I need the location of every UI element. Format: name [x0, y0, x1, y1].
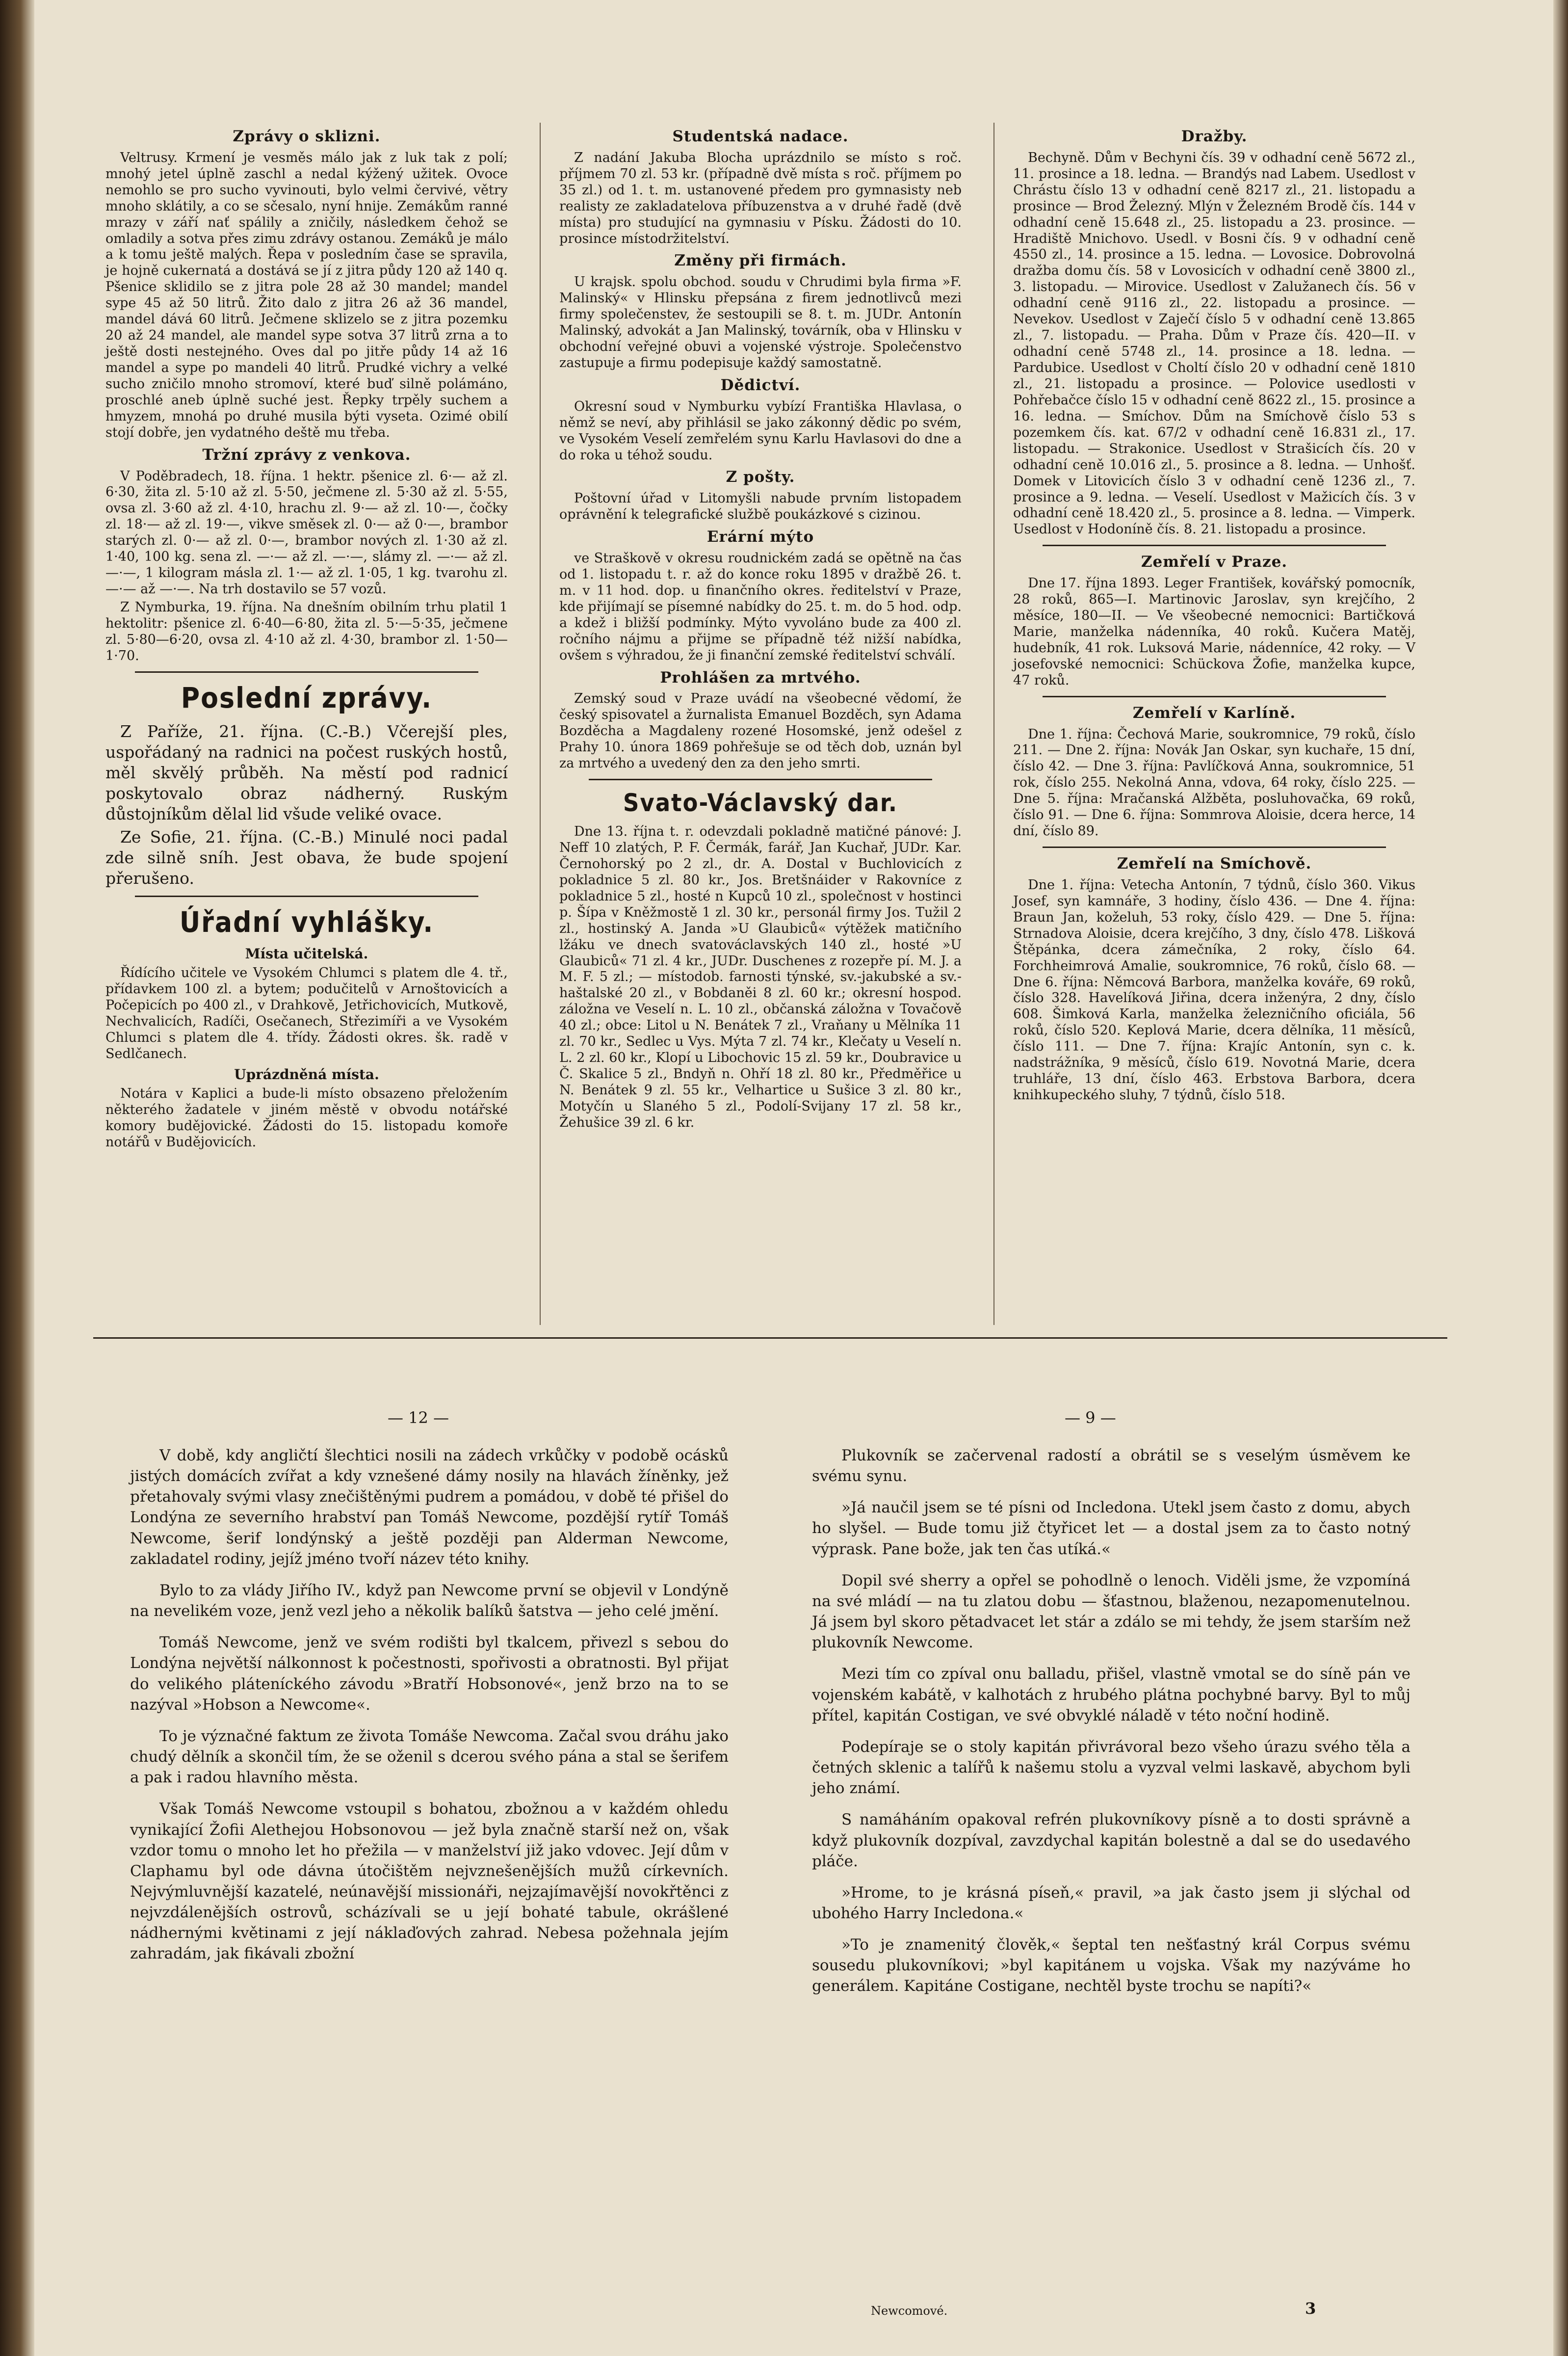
paragraph: V době, kdy angličtí šlechtici nosili na zádech vrkůčky v podobě ocásků jistých domácích zvířat a kdy vznešené dámy nosily na hlavách žíněnky, jež přetahovaly svými vlasy znečištěnými pudrem a pomádou, v době té přišel do Londýna ze severního hrabství pan Tomáš Newcome, pozdější rytíř Tomáš Newcome, šerif londýnský a ještě později pan Alderman Newcome, zakladatel rodiny, jejíž jméno tvoří název této knihy. [130, 1447, 729, 1568]
heading-zemreli-smichov: Zemřelí na Smíchově. [1117, 855, 1312, 873]
column-divider [540, 123, 541, 1325]
heading-uprazdnena-mista: Uprázdněná místa. [234, 1066, 379, 1083]
article-sofie: Ze Sofie, 21. října. (C.-B.) Minulé noci padal zde silně sníh. Jest obava, že bude spojení přerušeno. [105, 827, 508, 888]
article-svato: Dne 13. října t. r. odevzdali pokladně matičné pánové: J. Neff 10 zlatých, P. F. Čermák, farář, Jan Kuchař, JUDr. Kar. Černohorský po 2 zl., dr. A. Dostal v Buchlovicích z pokladnice 5 zl. 80 kr., Jos. Bretšnáider v Rakovníce z pokladnice 5 zl., hosté n Kupců 10 zl., společnost v hostinci p. Šípa v Kněžmostě 1 zl. 30 kr., personál firmy Jos. Tužil 2 zl., hostinský A. Janda »U Glaubiců« výtěžek matičního lžáku ve dnech svatováclavských 140 zl., hosté »U Glaubiců« 71 zl. 4 kr., JUDr. Duschenes z rozepře pí. M. J. a M. F. 5 zl.; — místodob. farnosti týnské, sv.-jakubské a sv.-haštalské 20 zl., v Bobdaněi 8 zl. 60 kr.; okresní hospod. záložna ve Veselí n. L. 10 zl., občanská záložna v Tovačově 40 zl.; obce: Litol u N. Benátek 7 zl., Vraňany u Mělníka 11 zl. 70 kr., Sedlec u Vys. Mýta 7 zl. 74 kr., Klečaty u Veselí n. L. 2 zl. 60 kr., Klopí u Libochovic 15 zl. 59 kr., Doubravice u Č. Skalice 5 zl., Bndyň n. Ohří 18 zl. 80 kr., Předměřice u N. Benátek 9 zl. 55 kr., Velhartice u Sušice 3 zl. 80 kr., Motyčín u Slaného 5 zl., Podolí-Svijany 17 zl. 58 kr., Žehušice 39 zl. 6 kr. [559, 824, 962, 1130]
article-posty: Poštovní úřad v Litomyšli nabude prvním listopadem oprávnění k telegrafické službě poukázkové s cizinou. [559, 491, 962, 523]
article-nymburk: Z Nymburka, 19. října. Na dnešním obilním trhu platil 1 hektolitr: pšenice zl. 6·40—6·80, žita zl. 5·—5·35, ječmene zl. 5·80—6·20, ovsa zl. 4·10 až zl. 4·30, brambor zl. 1·50—1·70. [105, 600, 508, 663]
binding-edge-left [0, 0, 34, 2356]
paragraph: Podepíraje se o stoly kapitán přivrávoral bezo všeho úrazu svého těla a četných sklenic a talířů k našemu stolu a vyzval velmi laskavě, abychom byli jeho známí. [812, 1738, 1411, 1798]
paragraph: »To je znamenitý člověk,« šeptal ten nešťastný král Corpus svému sousedu plukovníkovi; »byl kapitánem u vojska. Však my nazýváme ho generálem. Kapitáne Costigane, nechtěl byste trochu se napíti?« [812, 1936, 1411, 1995]
article-mista: Řídícího učitele ve Vysokém Chlumci s platem dle 4. tř., přídavkem 100 zl. a bytem; podučitelů v Arnoštovicích a Počepicích po 400 zl., v Drahkově, Jetřichovicích, Mutkově, Nechvalicích, Radíči, Osečanech, Střezimíři a ve Vysokém Chlumci s platem dle 4. třídy. Žádosti okres. šk. radě v Sedlčanech. [105, 965, 508, 1061]
column-3 [1013, 123, 1415, 1106]
feuilleton-left [130, 1445, 729, 1975]
heading-zemreli-karlin: Zemřelí v Karlíně. [1132, 704, 1296, 722]
heading-zemreli-praha: Zemřelí v Praze. [1141, 553, 1288, 571]
article-zemreli-praha: Dne 17. října 1893. Leger František, kovářský pomocník, 28 roků, 865—I. Martinovic Jaroslav, syn krejčího, 2 měsíce, 180—II. — Ve všeobecné nemocnici: Bartičková Marie, manželka nádenníka, 40 roků. Kučera Matěj, hudebník, 41 rok. Luksová Marie, nádenníce, 42 roky. — V josefovské nemocnici: Schückova Žofie, manželka kupce, 47 roků. [1013, 576, 1415, 688]
paragraph: Však Tomáš Newcome vstoupil s bohatou, zbožnou a v každém ohledu vynikající Žofii Alethejou Hobsonovou — jež byla značně starší než on, však vzdor tomu o mnoho let ho přežila — v manželství již jako vdovec. Její dům v Claphamu byl ode dávna útočištěm nejvznešenějších mužů církevních. Nejvýmluvnější kazatelé, neúnavější missionáři, nejzajímavější novokřtěnci z nejvzdálenějších ostrovů, scházívali se u její bohaté tabule, okrášlené nádhernými květinami z její náklaďových zahrad. Nebesa požehnala jejím zahradám, jak fikávali zbožní [130, 1800, 729, 1963]
article-dedictvi: Okresní soud v Nymburku vybízí Františka Hlavlasa, o němž se neví, aby přihlásil se jako zákonný dědic po svém, ve Vysokém Veselí zemřelém synu Karlu Havlasovi do dne a do roka u téhož soudu. [559, 398, 962, 463]
heading-prohlasen: Prohlášen za mrtvého. [660, 668, 861, 687]
paragraph: To je význačné faktum ze života Tomáše Newcoma. Začal svou dráhu jako chudý dělník a skončil tím, že se oženil s dcerou svého pána a stal se šerifem a pak i radou hlavního města. [130, 1727, 729, 1787]
article-notar: Notára v Kaplici a bude-li místo obsazeno přeložením některého žadatele v jiném městě v obvodu notářské komory budějovické. Žádosti do 15. listopadu komoře notářů v Budějovicích. [105, 1086, 508, 1150]
heading-zpravy-sklizni: Zprávy o sklizni. [233, 128, 381, 145]
divider [1043, 545, 1386, 546]
paragraph: »Hrome, to je krásná píseň,« pravil, »a jak často jsem ji slýchal od ubohého Harry Incledona.« [812, 1883, 1411, 1922]
article-drazby: Bechyně. Dům v Bechyni čís. 39 v odhadní ceně 5672 zl., 11. prosince a 18. ledna. — Brandýs nad Labem. Usedlost v Chrástu číslo 13 v odhadní ceně 8217 zl., 21. listopadu a prosince — Brod Železný. Mlýn v Železném Brodě čís. 144 v odhadní ceně 15.648 zl., 25. listopadu a 23. prosince. — Hradiště Mnichovo. Usedl. v Bosni čís. 9 v odhadní ceně 4550 zl., 14. prosince a 15. ledna. — Lovosice. Dobrovolná dražba domu čís. 58 v Lovosicích v odhadní ceně 3800 zl., 3. listopadu. — Mirovice. Usedlost v Zalužanech čís. 56 v odhadní ceně 9116 zl., 22. listopadu a prosince. — Nevekov. Usedlost v Zaječí číslo 5 v odhadní ceně 13.865 zl., 7. listopadu. — Praha. Dům v Praze čís. 420—II. v odhadní ceně 5748 zl., 14. prosince a 18. ledna. — Pardubice. Usedlost v Choltí číslo 20 v odhadní ceně 1810 zl., 21. listopadu a prosince. — Polovice usedlosti v Pohřebačce číslo 15 v odhadní ceně 8622 zl., 15. prosince a 16. ledna. — Smíchov. Dům na Smíchově číslo 53 s pozemkem čís. kat. 67/2 v odhadní ceně 16.831 zl., 17. listopadu. — Strakonice. Usedlost v Strašicích čís. 20 v odhadní ceně 10.016 zl., 5. prosince a 8. ledna. — Unhošť. Domek v Litovicích číslo 3 v odhadní ceně 1236 zl., 7. prosince a 9. ledna. — Veselí. Usedlost v Mažicích čís. 3 v odhadní ceně 18.420 zl., 5. prosince a 8. ledna. — Vimperk. Usedlost v Hodoníně čís. 8. 21. listopadu a prosince. [1013, 150, 1415, 537]
paragraph: »Já naučil jsem se té písni od Incledona. Utekl jsem často z domu, abych ho slyšel. — Bude tomu již čtyřicet let — a dostal jsem za to často notný výprask. Pane bože, jak ten čas utíká.« [812, 1499, 1411, 1558]
bottom-rule [93, 1337, 1447, 1339]
paragraph: Plukovník se začervenal radostí a obrátil se s veselým úsměvem ke svému synu. [812, 1447, 1411, 1485]
column-1 [105, 123, 508, 1153]
divider [1043, 696, 1386, 697]
heading-trzni-zpravy: Tržní zprávy z venkova. [202, 446, 411, 464]
heading-z-posty: Z pošty. [726, 468, 795, 486]
heading-drazby: Dražby. [1181, 128, 1248, 145]
heading-zmeny-firmach: Změny při firmách. [674, 252, 847, 270]
divider [1043, 847, 1386, 848]
article-prohlasen: Zemský soud v Praze uvádí na všeobecné vědomí, že český spisovatel a žurnalista Emanuel Bozděch, syn Adama Bozděcha a Magdaleny rozené Hosomské, jenž odešel z Prahy 10. února 1869 pohřešuje se od těch dob, uznán byl za mrtvého a uvedený den za den jeho smrti. [559, 691, 962, 771]
binding-edge-right [1553, 0, 1568, 2356]
paragraph: Dopil své sherry a opřel se pohodlně o lenoch. Viděli jsme, že vzpomíná na své mládí — na tu zlatou dobu — šťastnou, blaženou, nezapomenutelnou. Já jsem byl skoro pětadvacet let stár a zdálo se mi tehdy, že jsem starším než plukovník Newcome. [812, 1571, 1411, 1652]
paragraph: Tomáš Newcome, jenž ve svém rodišti byl tkalcem, přivezl s sebou do Londýna největší nálkonnost k počestnosti, spořivosti a obratnosti. Byl přijat do velikého pláteníckého závodu »Bratří Hobsonové«, jenž brzo na to se nazýval »Hobson a Newcome«. [130, 1634, 729, 1714]
heading-uredni-vyhlasky: Úřadní vyhlášky. [179, 905, 434, 939]
article-myto: ve Straškově v okresu roudnickém zadá se opětně na čas od 1. listopadu t. r. až do konce roku 1895 v dražbě 26. t. m. v 11 hod. dop. u finančního okres. ředitelství v Praze, kde přijímají se písemné nabídky do 25. t. m. do 5 hod. odp. a kdež i bližší podmínky. Mýto vyvoláno bude za 400 zl. ročního nájmu a přijme se případně též nižší nabídka, ovšem s výhradou, že ji finanční zemské ředitelství schválí. [559, 550, 962, 663]
page-number-right: — 9 — [1065, 1408, 1116, 1427]
heading-erarni-myto: Erární mýto [706, 528, 814, 546]
article-zmeny: U krajsk. spolu obchod. soudu v Chrudimi byla firma »F. Malinský« v Hlinsku přepsána z firem jednotlivců mezi firmy společenstev, že sestoupili se 8. t. m. JUDr. Antonín Malinský, advokát a Jan Malinský, továrník, oba v Hlinsku v obchodní veřejné obuvi a vojenské výstroje. Společenstvo zastupuje a firmu podepisuje každý samostatně. [559, 274, 962, 371]
heading-mista-ucitelska: Místa učitelská. [245, 946, 368, 962]
article-sklizen: Veltrusy. Krmení je vesměs málo jak z luk tak z polí; mnohý jetel úplně zaschl a nedal kýžený užitek. Ovoce nemohlo se pro sucho vyvinouti, bylo velmi červivé, větry mnoho sklátily, a co se sčesalo, nyní hnije. Zemákům ranné mrazy v září nať spálily a zničily, následkem čehož se omladily a sotva přes zimu zdrávy ostanou. Zemáků je málo a k tomu ještě malých. Řepa v posledním čase se spravila, je hojně cukernatá a dostává se jí z jitra půdy 120 až 140 q. Pšenice sklidilo se z jitra pole 28 až 30 mandel; mandel sype 45 až 50 litrů. Žito dalo z jitra 26 až 36 mandel, mandel dává 60 litrů. Ječmene sklizelo se z jitra pozemku 20 až 24 mandel, ale mandel sype sotva 37 litrů zrna a to ještě dosti nestejného. Oves dal po jitře půdy 14 až 16 mandel a sype po mandeli 40 litrů. Prudké vichry a velké sucho zničilo mnoho stromoví, které buď silně polámáno, proschlé aneb úplně suché jest. Řepky trpěly suchem a hmyzem, mnohá po druhé musila býti vyseta. Ozimé obilí stojí dobře, jen vydatného deště mu třeba. [105, 150, 508, 440]
article-zemreli-karlin: Dne 1. října: Čechová Marie, soukromnice, 79 roků, číslo 211. — Dne 2. října: Novák Jan Oskar, syn kuchaře, 15 dní, číslo 42. — Dne 3. října: Pavlíčková Anna, soukromnice, 51 rok, číslo 255. Nekolná Anna, vdova, 64 roky, číslo 225. — Dne 5. října: Mračanská Alžběta, posluhovačka, 69 roků, číslo 91. — Dne 6. října: Sommrova Aloisie, dcera herce, 14 dní, číslo 89. [1013, 726, 1415, 839]
divider [135, 671, 478, 673]
article-pariz: Z Paříže, 21. října. (C.-B.) Včerejší ples, uspořádaný na radnici na počest ruských hostů, měl skvělý průběh. Na městí pod radnicí poskytovalo obraz nádherný. Ruským důstojníkům dělal lid všude veliké ovace. [105, 721, 508, 824]
paragraph: Bylo to za vlády Jiřího IV., když pan Newcome první se objevil v Londýně na nevelikém voze, jenž vezl jeho a několik balíků šatstva — jeho celé jmění. [130, 1581, 729, 1620]
heading-svato-vaclavsky-dar: Svato-Václavský dar. [623, 789, 898, 817]
divider [135, 896, 478, 897]
article-zemreli-smichov: Dne 1. října: Vetecha Antonín, 7 týdnů, číslo 360. Vikus Josef, syn kamnáře, 3 hodiny, číslo 436. — Dne 4. října: Braun Jan, koželuh, 53 roky, číslo 429. — Dne 5. října: Strnadova Aloisie, dcera krejčího, 3 dny, číslo 478. Lišková Štěpánka, dcera zámečníka, 2 roky, číslo 64. Forchheimrová Amalie, soukromnice, 76 roků, číslo 68. — Dne 6. října: Němcová Barbora, manželka kováře, 69 roků, číslo 328. Havelíková Jiřina, dcera inženýra, 2 dny, číslo 608. Šimková Karla, manželka železničního oficiála, 56 roků, číslo 520. Keplová Marie, dcera dělníka, 11 měsíců, číslo 111. — Dne 7. října: Krajíc Antonín, syn c. k. nadstrážníka, 9 měsíců, číslo 619. Novotná Marie, dcera truhláře, 13 dní, číslo 463. Erbstova Barbora, dcera knihkupeckého sluhy, 7 týdnů, číslo 518. [1013, 877, 1415, 1103]
feuilleton-right [812, 1445, 1411, 2008]
article-nadace: Z nadání Jakuba Blocha uprázdnilo se místo s roč. příjmem 70 zl. 53 kr. (případně dvě místa s roč. příjmem po 35 zl.) od 1. t. m. ustanovené předem pro gymnasisty neb realisty ze zakladatelova příbuzenstva a v druhé řadě (dvě místa) pro studující na gymnasiu v Písku. Žádosti do 10. prosince místodržitelství. [559, 150, 962, 246]
column-2 [559, 123, 962, 1133]
article-podebrady: V Poděbradech, 18. října. 1 hektr. pšenice zl. 6·— až zl. 6·30, žita zl. 5·10 až zl. 5·50, ječmene zl. 5·30 až zl. 5·55, ovsa zl. 3·60 až zl. 4·10, hrachu zl. 9·— až zl. 10·—, čočky zl. 18·— až zl. 19·—, vikve směsek zl. 0·— až 0·—, brambor starých zl. 0·— až zl. 0·—, brambor nových zl. 1·30 až zl. 1·40, 100 kg. sena zl. —·— až zl. —·—, slámy zl. —·— až zl. —·—, 1 kilogram másla zl. 1·— až zl. 1·05, 1 kg. tvarohu zl. —·— až —·—. Na trh dostavilo se 57 vozů. [105, 468, 508, 597]
heading-posledni-zpravy: Poslední zprávy. [181, 681, 433, 715]
column-divider [993, 123, 994, 1325]
page-number-left: — 12 — [388, 1408, 449, 1427]
paragraph: Mezi tím co zpíval onu balladu, přišel, vlastně vmotal se do síně pán ve vojenském kabátě, v kalhotách z hrubého plátna pochybné barvy. Byl to můj přítel, kapitán Costigan, ve své obvyklé náladě v této noční hodině. [812, 1665, 1411, 1724]
divider [589, 779, 932, 780]
paragraph: S namáháním opakoval refrén plukovníkovy písně a to dosti správně a když plukovník dozpíval, zavzdychal kapitán bolestně a dal se do usedavého pláče. [812, 1811, 1411, 1870]
footer-signature: Newcomové. [871, 2304, 948, 2318]
sheet-number: 3 [1305, 2299, 1316, 2318]
heading-dedictvi: Dědictví. [720, 376, 801, 394]
heading-studentska-nadace: Studentská nadace. [672, 128, 849, 145]
